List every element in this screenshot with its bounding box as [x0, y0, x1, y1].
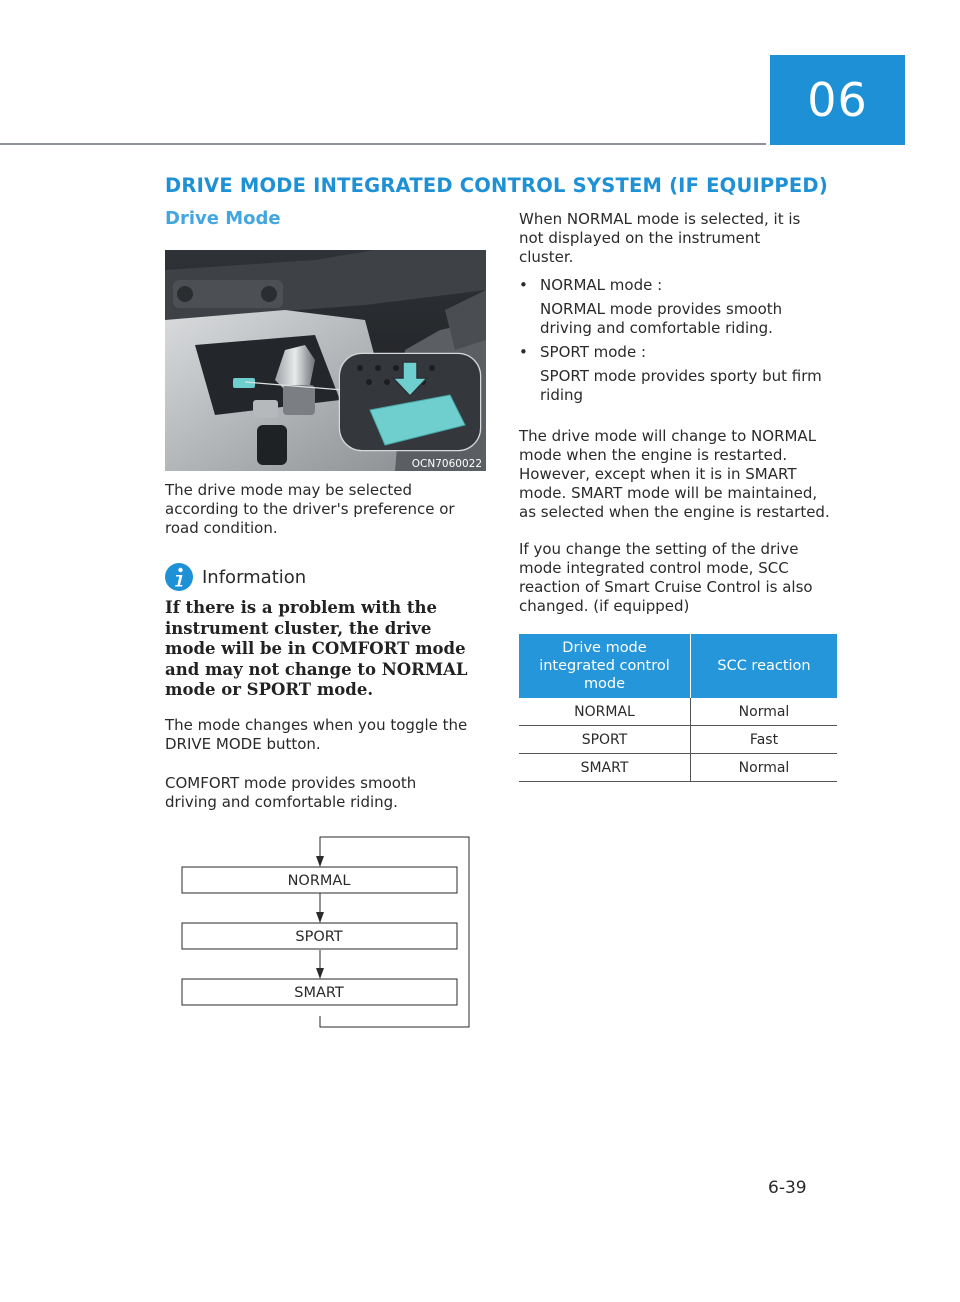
chapter-rule	[0, 143, 766, 145]
information-text: If there is a problem with the instrument cluster, the drive mode will be in COMFORT mode and may not change to NORMAL mode or SPORT mode.	[165, 598, 468, 699]
flow-label-sport: SPORT	[295, 929, 343, 945]
table-cell: Fast	[691, 726, 838, 754]
table-cell: SPORT	[519, 726, 691, 754]
bullet-desc: NORMAL mode provides smooth driving and comfortable riding.	[540, 300, 783, 337]
flow-label-normal: NORMAL	[287, 873, 351, 889]
chapter-number: 06	[807, 73, 868, 127]
table-cell: SMART	[519, 754, 691, 782]
information-label: Information	[202, 566, 307, 588]
photo-code: OCN7060022	[411, 458, 482, 470]
table-cell: NORMAL	[519, 698, 691, 726]
table-row	[519, 754, 837, 782]
subheading-drive-mode: Drive Mode	[165, 208, 281, 229]
drive-mode-cycle-diagram	[165, 830, 475, 1030]
scc-text: If you change the setting of the drive mode integrated control mode, SCC reaction of Smart Cruise Control is also changed. (if equipped)	[519, 540, 813, 615]
drive-mode-button-photo	[165, 250, 486, 471]
comfort-text: COMFORT mode provides smooth driving and comfortable riding.	[165, 774, 417, 811]
section-title: DRIVE MODE INTEGRATED CONTROL SYSTEM (IF EQUIPPED)	[165, 174, 828, 197]
table-cell: Normal	[691, 698, 838, 726]
page-number: 6-39	[768, 1178, 807, 1198]
toggle-text: The mode changes when you toggle the DRIVE MODE button.	[165, 716, 468, 753]
bullet-label: NORMAL mode :	[540, 276, 663, 294]
intro-text: The drive mode may be selected according to the driver's preference or road condition.	[165, 481, 455, 537]
table-header-scc: SCC reaction	[691, 634, 838, 698]
normal-note: When NORMAL mode is selected, it is not displayed on the instrument cluster.	[519, 210, 801, 266]
information-heading	[165, 563, 306, 591]
table-header-row	[519, 634, 837, 698]
table-cell: Normal	[691, 754, 838, 782]
bullet-desc: SPORT mode provides sporty but firm riding	[540, 367, 822, 404]
restart-text: The drive mode will change to NORMAL mode when the engine is restarted. However, except when it is in SMART mode. SMART mode will be maintained, as selected when the engine is restarted.	[519, 427, 830, 521]
bullet-dot: •	[519, 276, 528, 294]
bullet-label: SPORT mode :	[540, 343, 646, 361]
table-header-mode: Drive mode integrated control mode	[519, 634, 691, 698]
table-row	[519, 726, 837, 754]
flow-label-smart: SMART	[294, 985, 344, 1001]
scc-reaction-table	[519, 634, 837, 782]
info-icon	[165, 563, 193, 591]
chapter-tab	[770, 55, 905, 145]
bullet-dot: •	[519, 343, 528, 361]
table-row	[519, 698, 837, 726]
